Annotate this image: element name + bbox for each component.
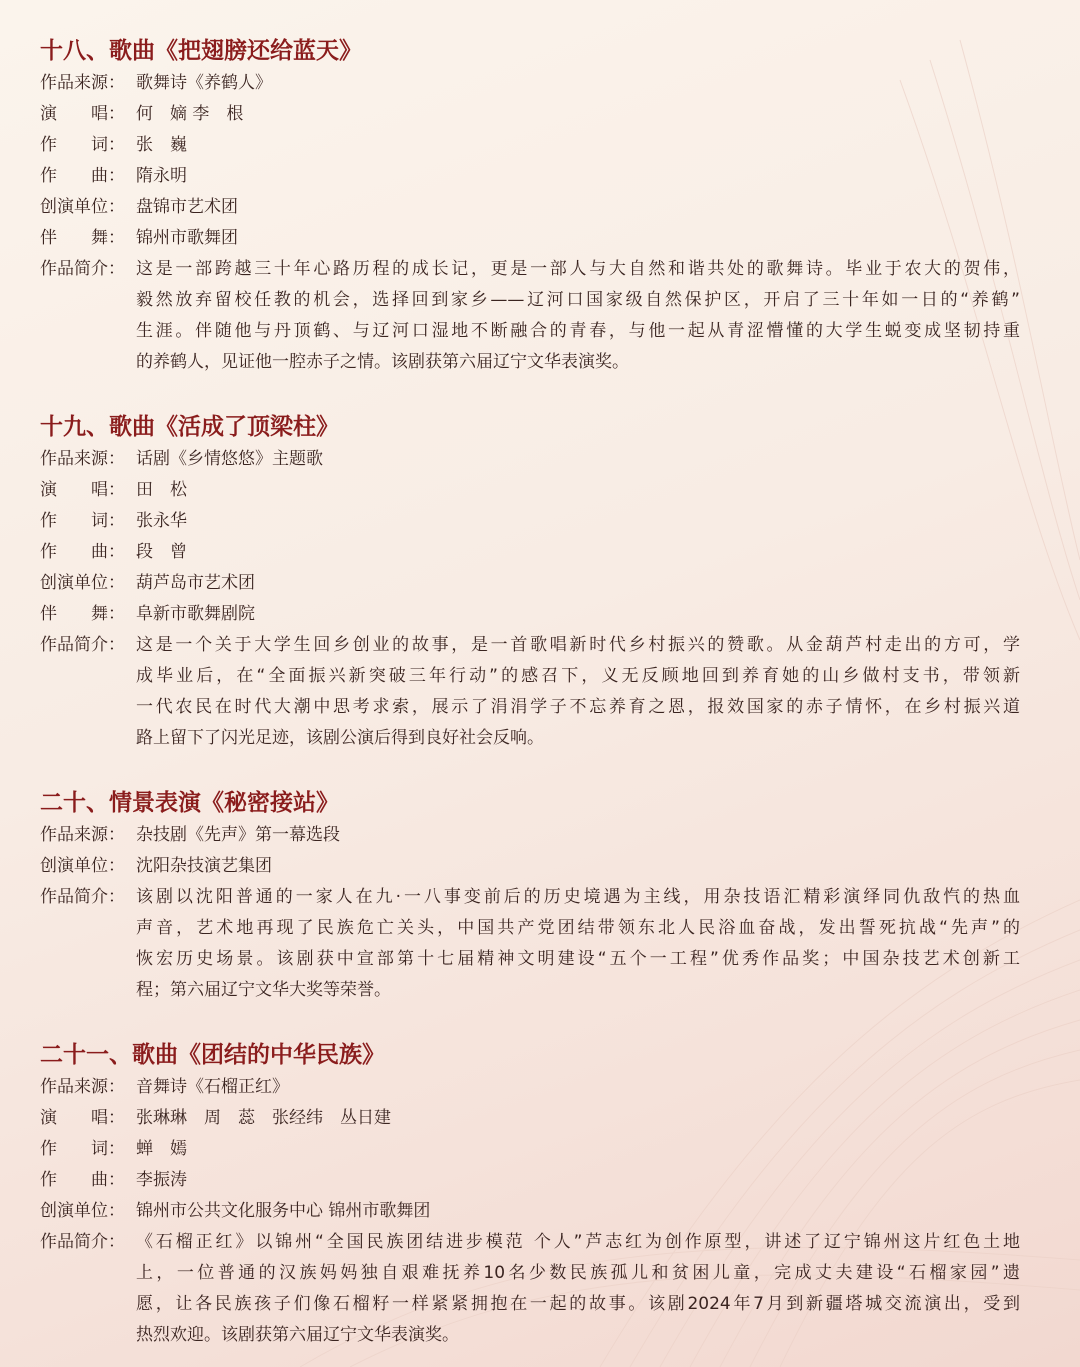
field-value: 沈阳杂技演艺集团 [136, 856, 272, 876]
field-value: 张永华 [136, 511, 187, 531]
field-label: 伴 舞： [40, 228, 125, 248]
intro-line: 成毕业后，在“全面振兴新突破三年行动”的感召下，义无反顾地回到养育她的山乡做村支书，带领新 [136, 666, 1020, 686]
intro-line: 声音，艺术地再现了民族危亡关头，中国共产党团结带领东北人民浴血奋战，发出誓死抗战“先声”的 [136, 918, 1020, 938]
intro-line: 上，一位普通的汉族妈妈独自艰难抚养10名少数民族孤儿和贫困儿童，完成丈夫建设“石榴家园”遗 [136, 1263, 1020, 1283]
intro-line: 生涯。伴随他与丹顶鹤、与辽河口湿地不断融合的青春，与他一起从青涩懵懂的大学生蜕变成坚韧持重 [136, 321, 1020, 341]
field-row [40, 1103, 1020, 1134]
intro-row [40, 630, 1020, 754]
field-row [40, 820, 1020, 851]
intro-line: 这是一个关于大学生回乡创业的故事，是一首歌唱新时代乡村振兴的赞歌。从金葫芦村走出的方可，学 [136, 635, 1020, 655]
field-row [40, 475, 1020, 506]
field-label: 作 曲： [40, 166, 125, 186]
field-label: 创演单位： [40, 573, 125, 593]
document-page [40, 34, 1020, 1351]
field-value: 田 松 [136, 480, 187, 500]
intro-line: 的养鹤人，见证他一腔赤子之情。该剧获第六届辽宁文华表演奖。 [136, 352, 629, 372]
field-value: 锦州市歌舞团 [136, 228, 238, 248]
field-value: 杂技剧《先声》第一幕选段 [136, 825, 340, 845]
intro-label: 作品简介： [40, 635, 125, 655]
field-row [40, 537, 1020, 568]
field-label: 演 唱： [40, 480, 125, 500]
intro-text [136, 1227, 1020, 1351]
field-label: 创演单位： [40, 197, 125, 217]
intro-line: 路上留下了闪光足迹，该剧公演后得到良好社会反响。 [136, 728, 544, 748]
program-section-21 [40, 1038, 1020, 1351]
intro-row [40, 882, 1020, 1006]
field-label: 演 唱： [40, 1108, 125, 1128]
intro-line: 一代农民在时代大潮中思考求索，展示了涓涓学子不忘养育之恩，报效国家的赤子情怀，在乡村振兴道 [136, 697, 1020, 717]
field-row [40, 506, 1020, 537]
field-value: 李振涛 [136, 1170, 187, 1190]
intro-text [136, 630, 1020, 754]
field-row [40, 599, 1020, 630]
field-label: 作品来源： [40, 825, 125, 845]
field-row [40, 851, 1020, 882]
field-value: 隋永明 [136, 166, 187, 186]
field-label: 作品来源： [40, 1077, 125, 1097]
field-label: 作 词： [40, 135, 125, 155]
field-row [40, 161, 1020, 192]
intro-row [40, 254, 1020, 378]
field-row [40, 444, 1020, 475]
field-row [40, 68, 1020, 99]
intro-line: 愿，让各民族孩子们像石榴籽一样紧紧拥抱在一起的故事。该剧2024年7月到新疆塔城交流演出，受到 [136, 1294, 1020, 1314]
field-row [40, 1196, 1020, 1227]
field-value: 张琳琳 周 蕊 张经纬 丛日建 [136, 1108, 391, 1128]
field-row [40, 192, 1020, 223]
field-value: 话剧《乡情悠悠》主题歌 [136, 449, 323, 469]
field-label: 作 曲： [40, 542, 125, 562]
field-value: 阜新市歌舞剧院 [136, 604, 255, 624]
program-section-20 [40, 786, 1020, 1006]
field-row [40, 1072, 1020, 1103]
field-value: 锦州市公共文化服务中心 锦州市歌舞团 [136, 1201, 431, 1221]
field-value: 蝉 嫣 [136, 1139, 187, 1159]
field-label: 作 词： [40, 511, 125, 531]
section-title: 十八、歌曲《把翅膀还给蓝天》 [40, 37, 362, 64]
intro-text [136, 882, 1020, 1006]
field-value: 段 曾 [136, 542, 187, 562]
field-value: 音舞诗《石榴正红》 [136, 1077, 289, 1097]
intro-text [136, 254, 1020, 378]
field-row [40, 568, 1020, 599]
field-label: 作 曲： [40, 1170, 125, 1190]
field-label: 作 词： [40, 1139, 125, 1159]
field-row [40, 1134, 1020, 1165]
section-title: 十九、歌曲《活成了顶梁柱》 [40, 413, 339, 440]
intro-label: 作品简介： [40, 1232, 125, 1252]
field-label: 作品来源： [40, 73, 125, 93]
intro-line: 毅然放弃留校任教的机会，选择回到家乡——辽河口国家级自然保护区，开启了三十年如一日的“养鹤” [136, 290, 1020, 310]
field-label: 演 唱： [40, 104, 125, 124]
field-value: 张 巍 [136, 135, 187, 155]
section-title: 二十一、歌曲《团结的中华民族》 [40, 1041, 385, 1068]
field-row [40, 130, 1020, 161]
field-row [40, 223, 1020, 254]
intro-label: 作品简介： [40, 887, 125, 907]
program-section-19 [40, 410, 1020, 754]
intro-row [40, 1227, 1020, 1351]
field-label: 伴 舞： [40, 604, 125, 624]
field-value: 何 嫡 李 根 [136, 104, 244, 124]
field-label: 作品来源： [40, 449, 125, 469]
field-row [40, 1165, 1020, 1196]
intro-line: 这是一部跨越三十年心路历程的成长记，更是一部人与大自然和谐共处的歌舞诗。毕业于农大的贺伟， [136, 259, 1020, 279]
intro-label: 作品简介： [40, 259, 125, 279]
field-row [40, 99, 1020, 130]
program-section-18 [40, 34, 1020, 378]
field-value: 葫芦岛市艺术团 [136, 573, 255, 593]
field-value: 歌舞诗《养鹤人》 [136, 73, 272, 93]
intro-line: 《石榴正红》以锦州“全国民族团结进步模范 个人”芦志红为创作原型，讲述了辽宁锦州这片红色土地 [136, 1232, 1020, 1252]
field-value: 盘锦市艺术团 [136, 197, 238, 217]
intro-line: 热烈欢迎。该剧获第六届辽宁文华表演奖。 [136, 1325, 459, 1345]
intro-line: 恢宏历史场景。该剧获中宣部第十七届精神文明建设“五个一工程”优秀作品奖；中国杂技艺术创新工 [136, 949, 1020, 969]
intro-line: 该剧以沈阳普通的一家人在九·一八事变前后的历史境遇为主线，用杂技语汇精彩演绎同仇敌忾的热血 [136, 887, 1020, 907]
field-label: 创演单位： [40, 856, 125, 876]
field-label: 创演单位： [40, 1201, 125, 1221]
intro-line: 程；第六届辽宁文华大奖等荣誉。 [136, 980, 391, 1000]
section-title: 二十、情景表演《秘密接站》 [40, 789, 339, 816]
